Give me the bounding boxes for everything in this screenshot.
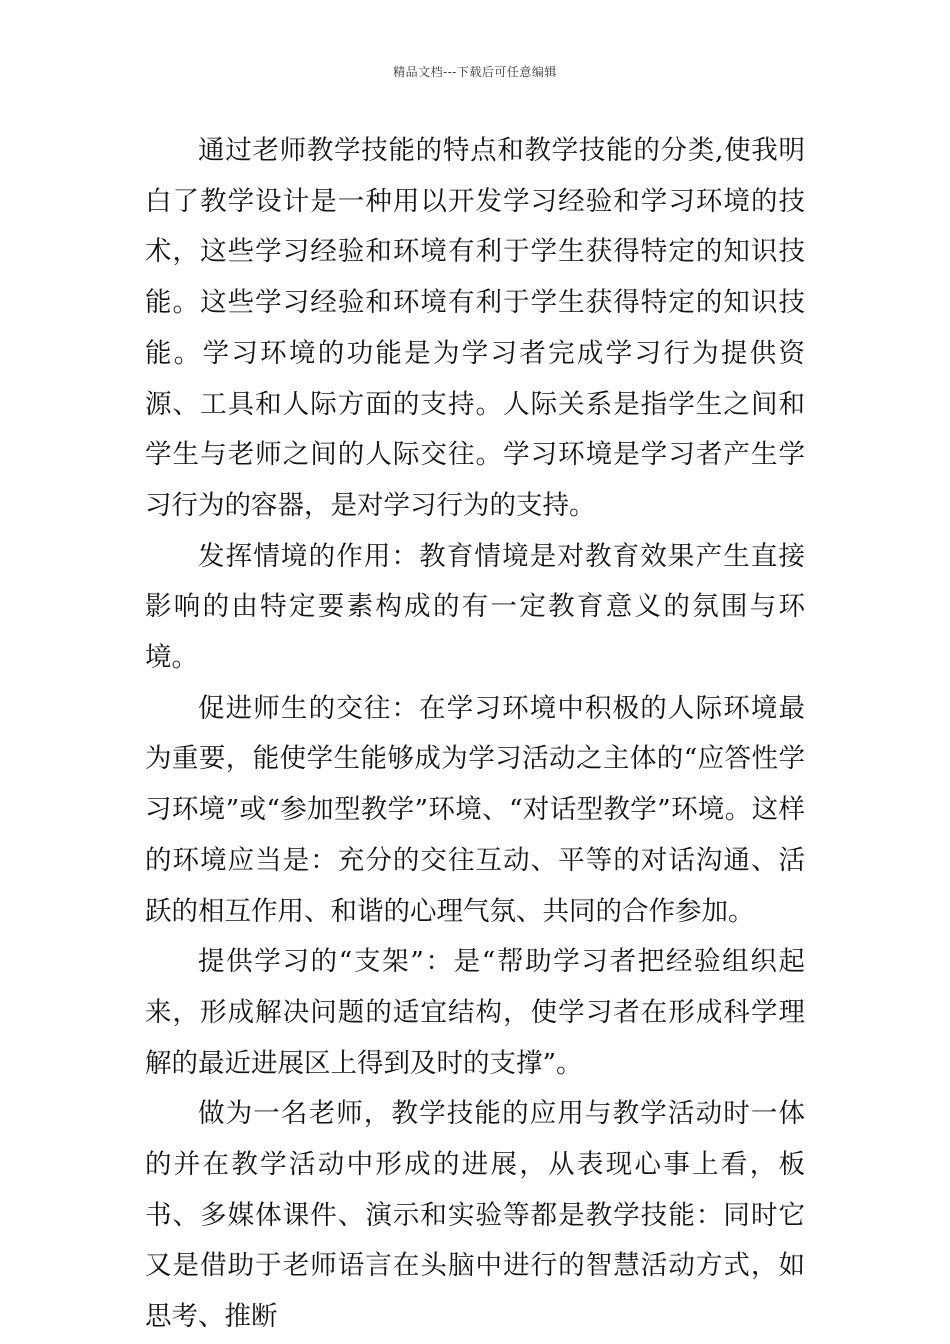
- paragraph-5: 做为一名老师，教学技能的应用与教学活动时一体的并在教学活动中形成的进展，从表现心事上看，板书、多媒体课件、演示和实验等都是教学技能：同时它又是借助于老师语言在头脑中进行的智慧活动方式，如思考、推断: [145, 1098, 805, 1333]
- page-header: 精品文档---下载后可任意编辑: [393, 65, 557, 79]
- paragraph-2: 发挥情境的作用：教育情境是对教育效果产生直接影响的由特定要素构成的有一定教育意义的氛围与环境。: [145, 540, 805, 674]
- paragraph-4: 提供学习的“支架”：是“帮助学习者把经验组织起来，形成解决问题的适宜结构，使学习者在形成科学理解的最近进展区上得到及时的支撑”。: [145, 946, 805, 1079]
- document-body: [145, 126, 805, 1343]
- paragraph-3: 促进师生的交往：在学习环境中积极的人际环境最为重要，能使学生能够成为学习活动之主体的“应答性学习环境”或“参加型教学”环境、“对话型教学”环境。这样的环境应当是：充分的交往互动、平等的对话沟通、活跃的相互作用、和谐的心理气氛、共同的合作参加。: [145, 692, 805, 927]
- paragraph-1: 通过老师教学技能的特点和教学技能的分类,使我明白了教学设计是一种用以开发学习经验和学习环境的技术，这些学习经验和环境有利于学生获得特定的知识技能。这些学习经验和环境有利于学生获得特定的知识技能。学习环境的功能是为学习者完成学习行为提供资源、工具和人际方面的支持。人际关系是指学生之间和学生与老师之间的人际交往。学习环境是学习者产生学习行为的容器，是对学习行为的支持。: [145, 135, 805, 521]
